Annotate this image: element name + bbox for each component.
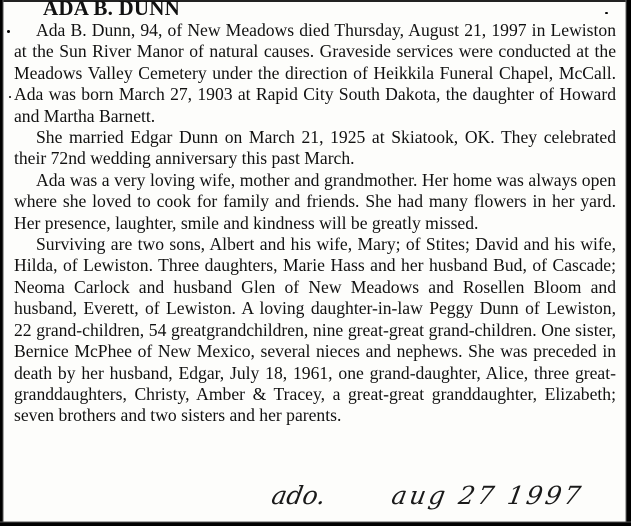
scan-edge-left [0,0,4,526]
scan-edge-right [625,0,631,526]
obituary-paragraph: Surviving are two sons, Albert and his wife, Mary; of Stites; David and his wife, Hilda, of Lewiston. Three daughters, Marie Hass and her husband Bud, of Cascade; Neoma Carlock and husband Glen of New Meadows and Rosellen Bloom and husband, Everett, of Lewiston. A loving daughter-in-law Peggy Dunn of Lewiston, 22 grand-children, 54 greatgrandchildren, nine great-great grand-children. One sister, Bernice McPhee of New Mexico, several nieces and nephews. She was preceded in death by her husband, Edgar, July 18, 1961, one grand-daughter, Alice, three great-granddaughters, Christy, Amber & Tracey, a great-great granddaughter, Elizabeth; seven brothers and two sisters and her parents. [14,234,616,426]
scan-speck [9,96,11,98]
obituary-headline: ADA B. DUNN [43,0,180,20]
obituary-paragraph: Ada was a very loving wife, mother and grandmother. Her home was always open where she loved to cook for family and friends. She had many flowers in her yard. Her presence, laughter, smile and kindness will be greatly missed. [14,169,616,233]
scan-speck [7,30,10,33]
handwritten-source: ado. [269,481,329,510]
scan-speck [605,12,608,14]
handwritten-date: aug 27 1997 [389,481,586,510]
obituary-body [14,20,616,427]
obituary-paragraph: Ada B. Dunn, 94, of New Meadows died Thursday, August 21, 1997 in Lewiston at the Sun River Manor of natural causes. Graveside services were conducted at the Meadows Valley Cemetery under the direction of Heikkila Funeral Chapel, McCall. Ada was born March 27, 1903 at Rapid City South Dakota, the daughter of Howard and Martha Barnett. [14,20,616,126]
obituary-paragraph: She married Edgar Dunn on March 21, 1925 at Skiatook, OK. They celebrated their 72nd wedding anniversary this past March. [14,127,616,169]
scan-edge-bottom [0,521,631,526]
